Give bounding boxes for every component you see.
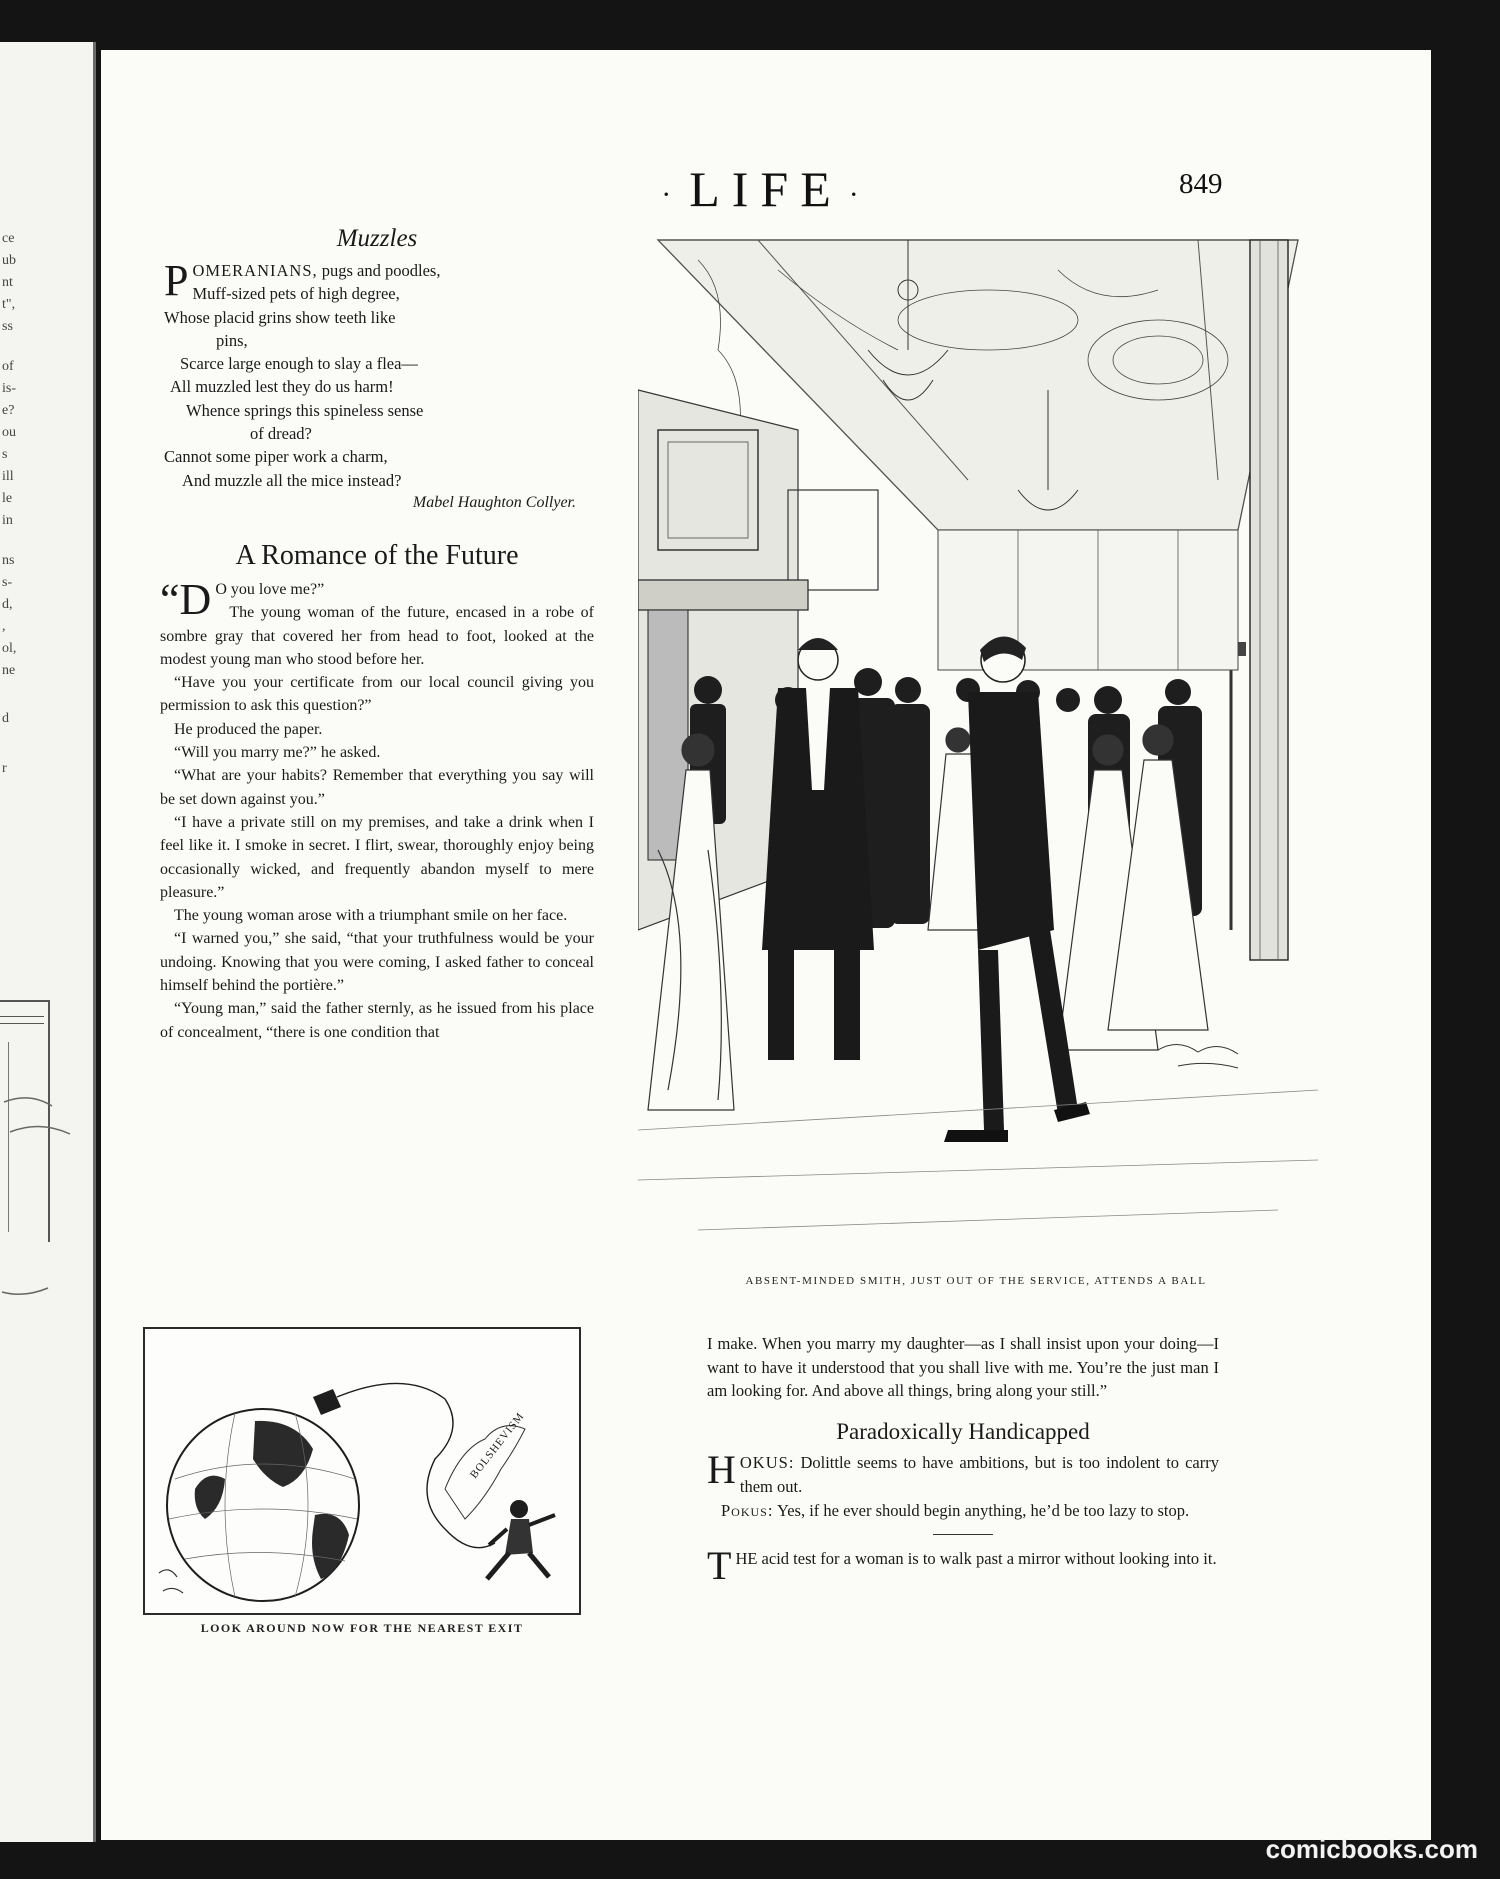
masthead: · LIFE ·: [661, 161, 871, 217]
poem-line: pins,: [216, 330, 248, 350]
previous-page-doodle: [0, 1062, 90, 1322]
poem: POMERANIANS, pugs and poodles, Muff-sized pets of high degree, Whose placid grins show teeth like pins, Scarce large enough to slay a flea— All muzzled lest they do us harm! Whence springs this spineless sense of dread? Cannot some piper work a charm, And muzzle all the mice instead? Mabel Haughton Collyer.: [160, 259, 594, 512]
ballroom-illustration: [638, 230, 1318, 1305]
watermark: comicbooks.com: [1265, 1834, 1478, 1864]
cartoon-caption: LOOK AROUND NOW FOR THE NEAREST EXIT: [200, 1621, 524, 1635]
story-paragraph: “What are your habits? Remember that everything you say will be set down against you.”: [160, 767, 594, 808]
poem-line: Whence springs this spineless sense: [186, 400, 424, 420]
story-paragraph: The young woman of the future, encased in a robe of sombre gray that covered her from head to foot, looked at the modest young man who stood before her.: [160, 604, 594, 668]
speaker-pokus: Pokus:: [721, 1500, 774, 1520]
page-number: 849: [1179, 168, 1223, 200]
poem-line: of dread?: [250, 424, 312, 444]
poem-line: Whose placid grins show teeth like: [164, 307, 396, 327]
ballroom-caption: ABSENT-MINDED SMITH, JUST OUT OF THE SERVICE, ATTENDS A BALL: [745, 1275, 1207, 1287]
story-paragraph: The young woman arose with a triumphant smile on her face.: [174, 907, 568, 925]
story-paragraph: “Have you your certificate from our local council giving you permission to ask this question?”: [160, 674, 594, 715]
left-column: [160, 225, 594, 1044]
poem-line: And muzzle all the mice instead?: [182, 470, 402, 490]
poem-line: Scarce large enough to slay a flea—: [180, 354, 418, 374]
poem-line: Cannot some piper work a charm,: [164, 447, 388, 467]
previous-page-edge: ce ub nt t", ss of is- e? ou s ill le in ns s- d, , ol, ne d r: [0, 42, 96, 1842]
story-paragraph: “Young man,” said the father sternly, as he issued from his place of concealment, “there is one condition that: [160, 1000, 594, 1041]
story-paragraph: “I warned you,” she said, “that your truthfulness would be your undoing. Knowing that you were coming, I asked father to conceal himself behind the portière.”: [160, 930, 594, 995]
magazine-page: [101, 50, 1431, 1840]
poem-author: Mabel Haughton Collyer.: [412, 493, 576, 511]
paradox-line-2: Pokus: Yes, if he ever should begin anything, he’d be too lazy to stop.: [721, 1500, 1190, 1520]
story-dropcap: “D: [160, 574, 212, 624]
acid-test-text: THE acid test for a woman is to walk past a mirror without looking into it.: [707, 1543, 1217, 1589]
paradox-line-1: HOKUS: Dolittle seems to have ambitions, but is too indolent to carry them out.: [707, 1447, 1219, 1496]
story-body: “D O you love me?” The young woman of the future, encased in a robe of sombre gray that covered her from head to foot, looked at the modest young man who stood before her. “Have you your certificate from our local council giving you permission to ask this question?” He produced the paper. “Will you marry me?” he asked. “What are your habits? Remember that everything you say will be set down against you.” “I have a private still on my premises, and take a drink when I feel like it. I smoke in secret. I flirt, swear, thoroughly enjoy being occasionally wicked, and frequently abandon myself to mere pleasure.” The young woman arose with a triumphant smile on her face. “I warned you,” she said, “that your truthfulness would be your undoing. Knowing that you were coming, I asked father to conceal himself behind the portière.” “Young man,” said the father sternly, as he issued from his place of concealment, “there is one condition that: [160, 578, 594, 1044]
story-paragraph: “I have a private still on my premises, and take a drink when I feel like it. I smoke in secret. I flirt, swear, thoroughly enjoy being occasionally wicked, and frequently abandon myself to mere pleasure.”: [160, 813, 594, 901]
poem-dropcap: P: [164, 256, 189, 305]
poem-line: All muzzled lest they do us harm!: [170, 377, 394, 397]
bolshevism-label: BOLSHEVISM: [467, 1410, 527, 1481]
story-continuation: I make. When you marry my daughter—as I shall insist upon your doing—I want to have it understood that you shall live with me. You’re the just man I am looking for. And above all things, bring along your still.”: [707, 1334, 1219, 1401]
poem-line: Muff-sized pets of high degree,: [192, 284, 400, 304]
right-column: [707, 1332, 1219, 1589]
masthead-title: LIFE: [689, 161, 843, 217]
speaker-hokus: OKUS:: [739, 1453, 795, 1473]
paradox-title: Paradoxically Handicapped: [836, 1419, 1090, 1445]
section-divider: [933, 1534, 993, 1535]
story-paragraph: He produced the paper.: [174, 720, 323, 738]
cartoon-frame: [143, 1327, 581, 1615]
poem-title: Muzzles: [336, 225, 418, 252]
bolshevism-cartoon: [145, 1329, 579, 1613]
story-title: A Romance of the Future: [235, 539, 519, 571]
story-paragraph: “Will you marry me?” he asked.: [174, 744, 381, 762]
